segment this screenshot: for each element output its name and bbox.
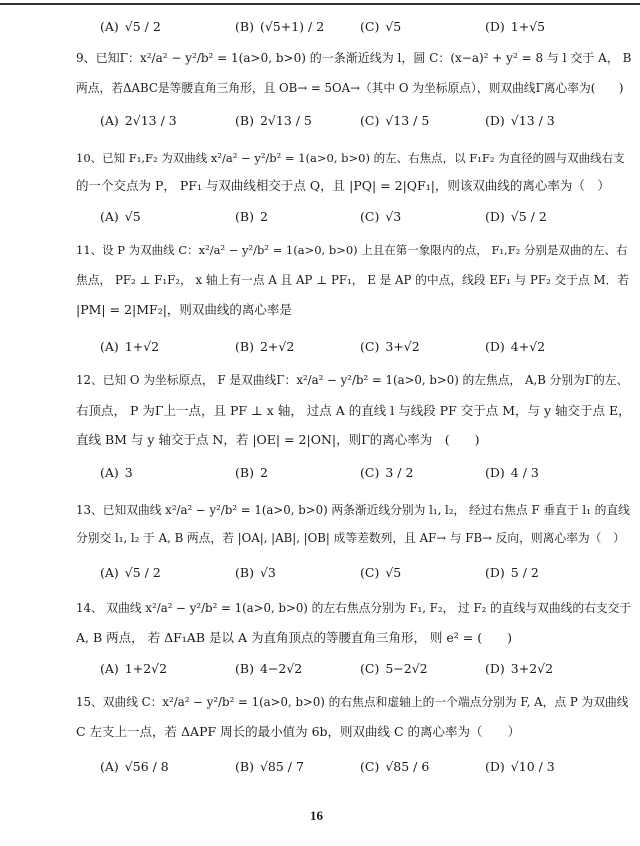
q14-options	[100, 648, 560, 688]
q14-option-c: (C) 5−2√2	[360, 660, 428, 676]
q10-options	[100, 196, 560, 236]
q8-option-c: (C) √5	[360, 18, 402, 34]
q13-line-2: 分别交 l₁, l₂ 于 A, B 两点，若 |OA|, |AB|, |OB| 成等差数列，且 AF→ 与 FB→ 反向，则离心率为（ ）	[76, 531, 625, 545]
q11-line-3: |PM| = 2|MF₂|，则双曲线的离心率是	[76, 302, 292, 317]
q15-option-c: (C) √85 / 6	[360, 758, 430, 774]
q8-options	[100, 6, 560, 46]
page-number: 16	[310, 808, 323, 823]
q8-option-d: (D) 1+√5	[485, 18, 546, 34]
q11-option-d: (D) 4+√2	[485, 338, 546, 354]
q10-option-d: (D) √5 / 2	[485, 208, 547, 224]
q11-option-c: (C) 3+√2	[360, 338, 420, 354]
q9-option-b: (B) 2√13 / 5	[235, 112, 312, 128]
q10-line-1: 10、已知 F₁,F₂ 为双曲线 x²/a² − y²/b² = 1(a>0, b>0) 的左、右焦点，以 F₁F₂ 为直径的圆与双曲线右支	[76, 151, 625, 165]
q9-option-c: (C) √13 / 5	[360, 112, 430, 128]
q10-option-b: (B) 2	[235, 208, 268, 224]
q8-option-a: (A) √5 / 2	[100, 18, 161, 34]
top-rule	[0, 3, 640, 5]
q14-option-a: (A) 1+2√2	[100, 660, 168, 676]
q14-option-b: (B) 4−2√2	[235, 660, 303, 676]
q12-line-3: 直线 BM 与 y 轴交于点 N，若 |OE| = 2|ON|，则Γ的离心率为 ( )	[76, 432, 480, 447]
q13-option-d: (D) 5 / 2	[485, 564, 539, 580]
q15-line-2: C 左支上一点，若 ΔAPF 周长的最小值为 6b，则双曲线 C 的离心率为（ ）	[76, 724, 521, 739]
q11-options	[100, 326, 560, 366]
q14-line-1: 14、 双曲线 x²/a² − y²/b² = 1(a>0, b>0) 的左右焦点分别为 F₁, F₂， 过 F₂ 的直线与双曲线的右支交于	[76, 601, 632, 615]
q9-line-1: 9、已知Γ：x²/a² − y²/b² = 1(a>0, b>0) 的一条渐近线为 l，圆 C：(x−a)² + y² = 8 与 l 交于 A， B	[76, 51, 632, 65]
q9-line-2: 两点，若ΔABC是等腰直角三角形，且 OB→ = 5OA→（其中 O 为坐标原点），则双曲线Γ离心率为( )	[76, 81, 624, 95]
q10-option-a: (A) √5	[100, 208, 141, 224]
q11-option-b: (B) 2+√2	[235, 338, 295, 354]
q15-option-a: (A) √56 / 8	[100, 758, 169, 774]
q9-options	[100, 100, 560, 140]
q13-line-1: 13、已知双曲线 x²/a² − y²/b² = 1(a>0, b>0) 两条渐近线分别为 l₁, l₂， 经过右焦点 F 垂直于 l₁ 的直线	[76, 503, 630, 517]
q11-line-1: 11、设 P 为双曲线 C：x²/a² − y²/b² = 1(a>0, b>0) 上且在第一象限内的点， F₁,F₂ 分别是双曲的左、右	[76, 243, 628, 257]
q9-option-a: (A) 2√13 / 3	[100, 112, 177, 128]
q12-option-a: (A) 3	[100, 464, 133, 480]
q15-option-b: (B) √85 / 7	[235, 758, 304, 774]
q13-option-c: (C) √5	[360, 564, 402, 580]
q15-option-d: (D) √10 / 3	[485, 758, 555, 774]
q14-line-2: A, B 两点， 若 ΔF₁AB 是以 A 为直角顶点的等腰直角三角形， 则 e² = ( )	[76, 630, 512, 645]
q12-option-c: (C) 3 / 2	[360, 464, 414, 480]
q9-option-d: (D) √13 / 3	[485, 112, 555, 128]
q13-option-a: (A) √5 / 2	[100, 564, 161, 580]
q10-line-2: 的一个交点为 P， PF₁ 与双曲线相交于点 Q，且 |PQ| = 2|QF₁|，则该双曲线的离心率为（ ）	[76, 178, 610, 193]
q12-option-b: (B) 2	[235, 464, 268, 480]
q15-options	[100, 746, 560, 786]
q12-option-d: (D) 4 / 3	[485, 464, 539, 480]
q12-options	[100, 452, 560, 492]
q10-option-c: (C) √3	[360, 208, 402, 224]
q11-line-2: 焦点， PF₂ ⊥ F₁F₂， x 轴上有一点 A 且 AP ⊥ PF₁， E 是 AP 的中点，线段 EF₁ 与 PF₂ 交于点 M．若	[76, 273, 630, 287]
q13-options	[100, 552, 560, 592]
q13-option-b: (B) √3	[235, 564, 276, 580]
q12-line-1: 12、已知 O 为坐标原点， F 是双曲线Γ：x²/a² − y²/b² = 1(a>0, b>0) 的左焦点， A,B 分别为Γ的左、	[76, 373, 629, 387]
q14-option-d: (D) 3+2√2	[485, 660, 554, 676]
q8-option-b: (B) (√5+1) / 2	[235, 18, 325, 34]
q12-line-2: 右顶点， P 为Γ上一点，且 PF ⊥ x 轴， 过点 A 的直线 l 与线段 PF 交于点 M，与 y 轴交于点 E，	[76, 403, 631, 418]
q11-option-a: (A) 1+√2	[100, 338, 160, 354]
q15-line-1: 15、双曲线 C：x²/a² − y²/b² = 1(a>0, b>0) 的右焦点和虚轴上的一个端点分别为 F, A，点 P 为双曲线	[76, 695, 629, 709]
